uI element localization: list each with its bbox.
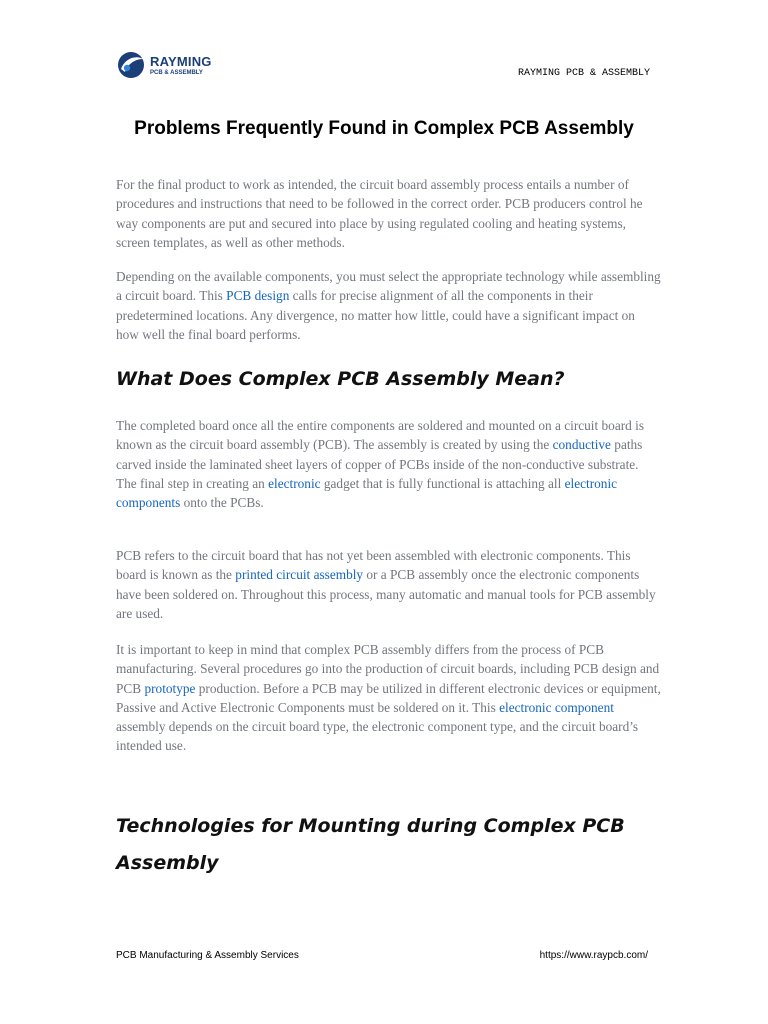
- footer-website-link[interactable]: https://www.raypcb.com/: [539, 950, 648, 961]
- link-electronic-component[interactable]: electronic component: [499, 699, 614, 715]
- paragraph-intro: For the final product to work as intended, the circuit board assembly process entails a number of procedures and instructions that need to be followed in the correct order. PCB producers control he way components are put and secured into place by using regulated cooling and heating systems, screen templates, as well as other methods.: [116, 177, 643, 250]
- paragraph-definition: The completed board once all the entire components are soldered and mounted on a circuit board is known as the circuit board assembly (PCB). The assembly is created by using the conductive paths carved inside the laminated sheet layers of copper of PCBs inside of the non-conductive substrate. The final step in creating an electronic gadget that is fully functional is attaching all electronic components onto the PCBs.: [116, 418, 644, 511]
- footer-services: PCB Manufacturing & Assembly Services: [116, 950, 299, 961]
- paragraph-pcb-refers: PCB refers to the circuit board that has not yet been assembled with electronic components. This board is known as the printed circuit assembly or a PCB assembly once the electronic components have been soldered on. Throughout this process, many automatic and manual tools for PCB assembly are used.: [116, 548, 656, 621]
- heading-technologies-for-mounting: Technologies for Mounting during Complex PCB Assembly: [116, 815, 625, 874]
- link-printed-circuit-assembly[interactable]: printed circuit assembly: [235, 567, 364, 583]
- logo-subtitle: PCB & ASSEMBLY: [150, 69, 203, 76]
- link-conductive[interactable]: conductive: [552, 437, 611, 453]
- page-title: Problems Frequently Found in Complex PCB Assembly: [134, 118, 634, 139]
- logo-swirl-icon: [116, 50, 146, 80]
- logo-name: RAYMING: [150, 53, 212, 69]
- link-electronic-components[interactable]: electronic components: [116, 475, 618, 511]
- link-pcb-design[interactable]: PCB design: [226, 288, 290, 304]
- paragraph-manufacturing: It is important to keep in mind that complex PCB assembly differs from the process of PCB manufacturing. Several procedures go into the production of circuit boards, including PCB design and PCB prototype production. Before a PCB may be utilized in different electronic devices or equipment, Passive and Active Electronic Components must be soldered on it. This electronic component assembly depends on the circuit board type, the electronic component type, and the circuit board’s intended use.: [116, 642, 661, 754]
- company-logo: [116, 50, 226, 80]
- paragraph-technology: Depending on the available components, you must select the appropriate technology while assembling a circuit board. This PCB design calls for precise alignment of all the components in their predetermined locations. Any divergence, no matter how little, could have a significant impact on how well the final board performs.: [116, 269, 661, 342]
- link-prototype[interactable]: prototype: [144, 680, 196, 696]
- link-electronic[interactable]: electronic: [268, 475, 321, 491]
- header-company-name: RAYMING PCB & ASSEMBLY: [517, 68, 650, 79]
- heading-what-does-complex-pcb-assembly-mean: What Does Complex PCB Assembly Mean?: [116, 368, 565, 390]
